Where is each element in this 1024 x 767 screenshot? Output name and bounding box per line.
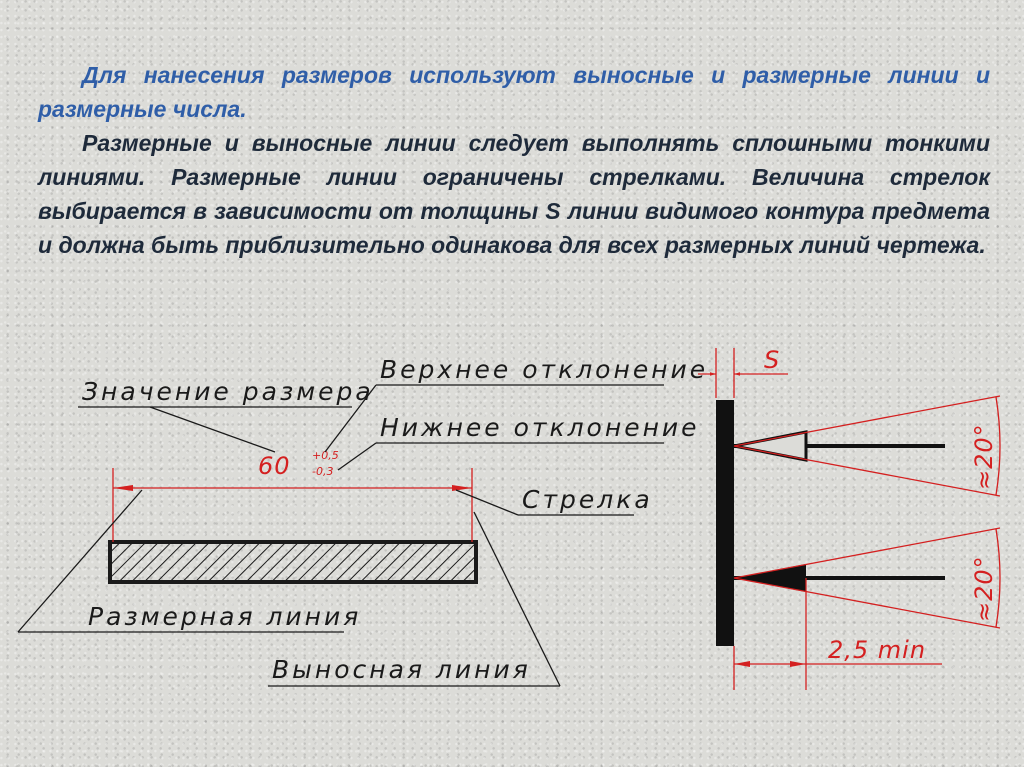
hatched-part — [110, 542, 476, 582]
min-length-label: 2,5 min — [828, 636, 927, 664]
min-arrow-left — [734, 661, 750, 667]
angle-bottom-ray-upper — [734, 528, 1000, 578]
angle-top-label: ≈20° — [970, 423, 998, 490]
label-lower-deviation: Нижнее отклонение — [380, 413, 700, 442]
rules-paragraph: Размерные и выносные линии следует выполнять сплошными тонкими линиями. Размерные линии ограничены стрелками. Величина стрелок выбирается в зависимости от толщины S линии видимого контура предмета и должна быть приблизительно одинакова для всех размерных линий чертежа. — [38, 130, 990, 258]
filled-arrow — [734, 564, 806, 592]
arrow-right — [452, 485, 472, 491]
angle-top-ray-upper — [734, 396, 1000, 446]
label-extension-line: Выносная линия — [272, 655, 531, 684]
label-upper-deviation: Верхнее отклонение — [380, 355, 709, 384]
min-arrow-right — [790, 661, 806, 667]
lower-deviation-value: -0,3 — [312, 465, 334, 478]
left-diagram — [18, 355, 708, 686]
leader-lower — [338, 443, 376, 470]
angle-top-ray-lower — [734, 446, 1000, 496]
angle-bottom-label: ≈20° — [970, 555, 998, 622]
contour-line — [716, 400, 734, 646]
upper-deviation-value: +0,5 — [312, 449, 339, 462]
leader-size-value — [150, 407, 275, 452]
angle-bottom-ray-lower — [734, 578, 1000, 628]
label-size-value: Значение размера — [82, 377, 374, 406]
right-diagram — [698, 346, 1000, 690]
open-arrow — [734, 432, 806, 460]
dimension-value: 60 — [258, 452, 291, 480]
arrow-left — [113, 485, 133, 491]
label-dimension-line: Размерная линия — [88, 602, 362, 631]
intro-paragraph: Для нанесения размеров используют выносные и размерные линии и размерные числа. — [38, 62, 990, 122]
label-arrow: Стрелка — [522, 485, 653, 514]
s-label: S — [764, 346, 781, 374]
leader-arrow — [456, 490, 518, 515]
